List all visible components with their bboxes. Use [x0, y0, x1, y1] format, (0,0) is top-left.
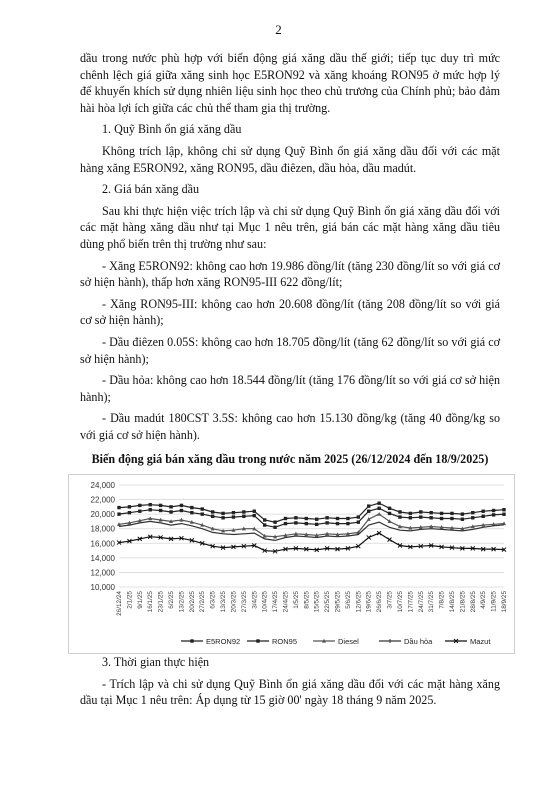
data-point — [211, 515, 214, 518]
series-line — [119, 514, 504, 537]
data-point — [180, 509, 183, 512]
data-point — [377, 507, 380, 510]
x-tick-label: 1/5/25 — [292, 591, 300, 609]
x-tick-label: 31/7/25 — [428, 591, 436, 613]
data-point — [232, 511, 235, 514]
y-tick-label: 14,000 — [90, 553, 115, 563]
data-point — [294, 521, 297, 524]
y-tick-label: 18,000 — [90, 524, 115, 534]
x-tick-label: 26/6/25 — [376, 591, 384, 613]
x-tick-label: 14/8/25 — [448, 591, 456, 613]
x-tick-label: 4/9/25 — [480, 591, 488, 609]
x-tick-label: 15/5/25 — [313, 591, 321, 613]
data-point — [419, 515, 422, 518]
data-point — [461, 513, 464, 516]
data-point — [346, 517, 349, 520]
data-point — [263, 523, 266, 526]
data-point — [138, 510, 141, 513]
x-tick-label: 27/2/25 — [199, 591, 207, 613]
chart-canvas — [69, 475, 514, 653]
data-point — [440, 512, 443, 515]
x-tick-label: 19/6/25 — [365, 591, 373, 613]
x-tick-label: 28/8/25 — [469, 591, 477, 613]
data-point — [471, 511, 474, 514]
data-point — [450, 512, 453, 515]
x-tick-label: 7/8/25 — [438, 591, 446, 609]
x-tick-label: 6/2/25 — [168, 591, 176, 609]
bullet-diesel: - Dầu điêzen 0.05S: không cao hơn 18.705 đồng/lít (tăng 62 đồng/lít so với giá cơ sở hiện hành); — [80, 334, 500, 366]
x-tick-label: 20/2/25 — [188, 591, 196, 613]
data-point — [138, 504, 141, 507]
section-2-heading: 2. Giá bán xăng dầu — [102, 182, 200, 197]
data-point — [377, 502, 380, 505]
x-tick-label: 27/3/25 — [240, 591, 248, 613]
data-point — [388, 538, 392, 542]
data-point — [367, 504, 370, 507]
data-point — [481, 510, 484, 513]
x-tick-label: 8/5/25 — [303, 591, 311, 609]
data-point — [325, 516, 328, 519]
data-point — [440, 517, 443, 520]
data-point — [117, 513, 120, 516]
x-tick-label: 3/7/25 — [386, 591, 394, 609]
data-point — [471, 516, 474, 519]
data-point — [221, 512, 224, 515]
legend-label: Diesel — [338, 637, 359, 647]
data-point — [253, 514, 256, 517]
x-tick-label: 29/5/25 — [334, 591, 342, 613]
x-tick-label: 22/5/25 — [324, 591, 332, 613]
series-line — [119, 533, 504, 551]
x-tick-label: 11/9/25 — [490, 591, 498, 612]
data-point — [450, 517, 453, 520]
x-tick-label: 2/1/25 — [126, 591, 134, 609]
data-point — [128, 511, 131, 514]
y-tick-label: 22,000 — [90, 495, 115, 505]
data-point — [149, 503, 152, 506]
data-point — [180, 504, 183, 507]
y-tick-label: 16,000 — [90, 539, 115, 549]
data-point — [461, 518, 464, 521]
data-point — [263, 518, 266, 521]
section-1-paragraph: Không trích lập, không chi sử dụng Quỹ Bình ổn giá xăng dầu đối với các mặt hàng xăng E5RON92, xăng RON95, dầu điêzen, dầu hỏa, dầu madút. — [80, 143, 500, 175]
data-point — [169, 510, 172, 513]
data-point — [492, 513, 495, 516]
chart-title: Biến động giá bán xăng dầu trong nước năm 2025 (26/12/2024 đến 18/9/2025) — [91, 452, 489, 467]
data-point — [221, 516, 224, 519]
y-tick-label: 24,000 — [90, 481, 115, 491]
series-line — [119, 503, 504, 522]
data-point — [159, 504, 162, 507]
legend-label: Mazut — [470, 637, 491, 647]
bullet-kerosene: - Dầu hỏa: không cao hơn 18.544 đồng/lít (tăng 176 đồng/lít so với giá cơ sở hiện hành); — [80, 373, 500, 404]
bullet-mazut: - Dầu madút 180CST 3.5S: không cao hơn 15.130 đồng/kg (tăng 40 đồng/kg so với giá cơ sở hiện hành). — [80, 411, 500, 442]
data-point — [388, 507, 391, 510]
data-point — [481, 515, 484, 518]
data-point — [409, 512, 412, 515]
data-point — [253, 510, 256, 513]
data-point — [232, 515, 235, 518]
data-point — [159, 509, 162, 512]
x-tick-label: 17/7/25 — [407, 591, 415, 613]
section-3-heading: 3. Thời gian thực hiện — [102, 655, 210, 670]
data-point — [398, 510, 401, 513]
x-tick-label: 13/3/25 — [220, 591, 228, 613]
data-point — [398, 515, 401, 518]
page-number: 2 — [275, 22, 282, 37]
data-point — [273, 526, 276, 529]
data-point — [149, 508, 152, 511]
x-tick-label: 23/1/25 — [157, 591, 165, 613]
x-tick-label: 10/4/25 — [261, 591, 269, 613]
bullet-e5ron92: - Xăng E5RON92: không cao hơn 19.986 đồng/lít (tăng 230 đồng/lít so với giá cơ sở hiện hành), thấp hơn xăng RON95-III 622 đồng/lít; — [80, 258, 500, 290]
data-point — [346, 522, 349, 525]
data-point — [190, 511, 193, 514]
x-tick-label: 12/6/25 — [355, 591, 363, 613]
data-point — [429, 516, 432, 519]
section-2-paragraph: Sau khi thực hiện việc trích lập và chi sử dụng Quỹ Bình ổn giá xăng dầu đối với các mặt hàng xăng dầu như tại Mục 1 nêu trên, giá bán các mặt hàng xăng dầu tiêu dùng phổ biến trên thị trường như sau: — [80, 203, 500, 251]
x-tick-label: 6/3/25 — [209, 591, 217, 609]
x-tick-label: 16/1/25 — [147, 591, 155, 613]
legend-label: RON95 — [272, 637, 298, 647]
x-tick-label: 17/4/25 — [272, 591, 280, 613]
data-point — [502, 508, 505, 511]
x-tick-label: 3/4/25 — [251, 591, 259, 609]
data-point — [325, 521, 328, 524]
data-point — [305, 517, 308, 520]
data-point — [284, 522, 287, 525]
section-3-paragraph: - Trích lập và chi sử dụng Quỹ Bình ổn giá xăng dầu đối với các mặt hàng xăng dầu tại Mục 1 nêu trên: Áp dụng từ 15 giờ 00' ngày 18 tháng 9 năm 2025. — [80, 676, 500, 708]
data-point — [419, 510, 422, 513]
x-tick-label: 24/4/25 — [282, 591, 290, 613]
legend-marker — [190, 639, 193, 642]
data-point — [357, 521, 360, 524]
intro-paragraph: dầu trong nước phù hợp với biến động giá xăng dầu thế giới; tiếp tục duy trì mức chênh lệch giá giữa xăng sinh học E5RON92 và xăng khoáng RON95 ở mức hợp lý để khuyến khích sử dụng nhiên liệu sinh học theo chủ trương của Chính phủ; bảo đảm hài hòa lợi ích giữa các chủ thể tham gia thị trường. — [80, 51, 500, 115]
x-tick-label: 24/7/25 — [417, 591, 425, 613]
price-chart — [68, 474, 515, 654]
data-point — [211, 510, 214, 513]
document-body — [80, 50, 508, 714]
legend-marker — [388, 639, 392, 643]
x-tick-label: 21/8/25 — [459, 591, 467, 613]
bullet-ron95: - Xăng RON95-III: không cao hơn 20.608 đồng/lít (tăng 208 đồng/lít so với giá cơ sở hiện hành); — [80, 296, 500, 328]
x-tick-label: 18/9/25 — [501, 591, 508, 613]
data-point — [315, 523, 318, 526]
data-point — [190, 506, 193, 509]
data-point — [242, 515, 245, 518]
data-point — [284, 517, 287, 520]
x-tick-label: 20/3/25 — [230, 591, 238, 613]
data-point — [492, 509, 495, 512]
legend-marker — [256, 639, 259, 642]
data-point — [502, 513, 505, 516]
y-tick-label: 20,000 — [90, 510, 115, 520]
legend-label: Dầu hỏa — [404, 637, 433, 647]
data-point — [357, 515, 360, 518]
data-point — [336, 517, 339, 520]
section-1-heading: 1. Quỹ Bình ổn giá xăng dầu — [102, 122, 242, 137]
data-point — [409, 516, 412, 519]
data-point — [388, 512, 391, 515]
data-point — [367, 510, 370, 513]
x-tick-label: 13/2/25 — [178, 591, 186, 613]
data-point — [128, 505, 131, 508]
x-tick-label: 9/1/25 — [136, 591, 144, 609]
data-point — [273, 521, 276, 524]
data-point — [429, 511, 432, 514]
x-tick-label: 5/6/25 — [344, 591, 352, 609]
data-point — [305, 522, 308, 525]
data-point — [201, 513, 204, 516]
x-tick-label: 26/12/24 — [116, 591, 123, 616]
legend-label: E5RON92 — [206, 637, 241, 647]
data-point — [294, 516, 297, 519]
data-point — [117, 506, 120, 509]
y-tick-label: 10,000 — [90, 583, 115, 593]
x-tick-label: 10/7/25 — [396, 591, 404, 613]
data-point — [201, 507, 204, 510]
data-point — [169, 505, 172, 508]
y-tick-label: 12,000 — [90, 568, 115, 578]
data-point — [336, 522, 339, 525]
data-point — [315, 518, 318, 521]
data-point — [242, 510, 245, 513]
